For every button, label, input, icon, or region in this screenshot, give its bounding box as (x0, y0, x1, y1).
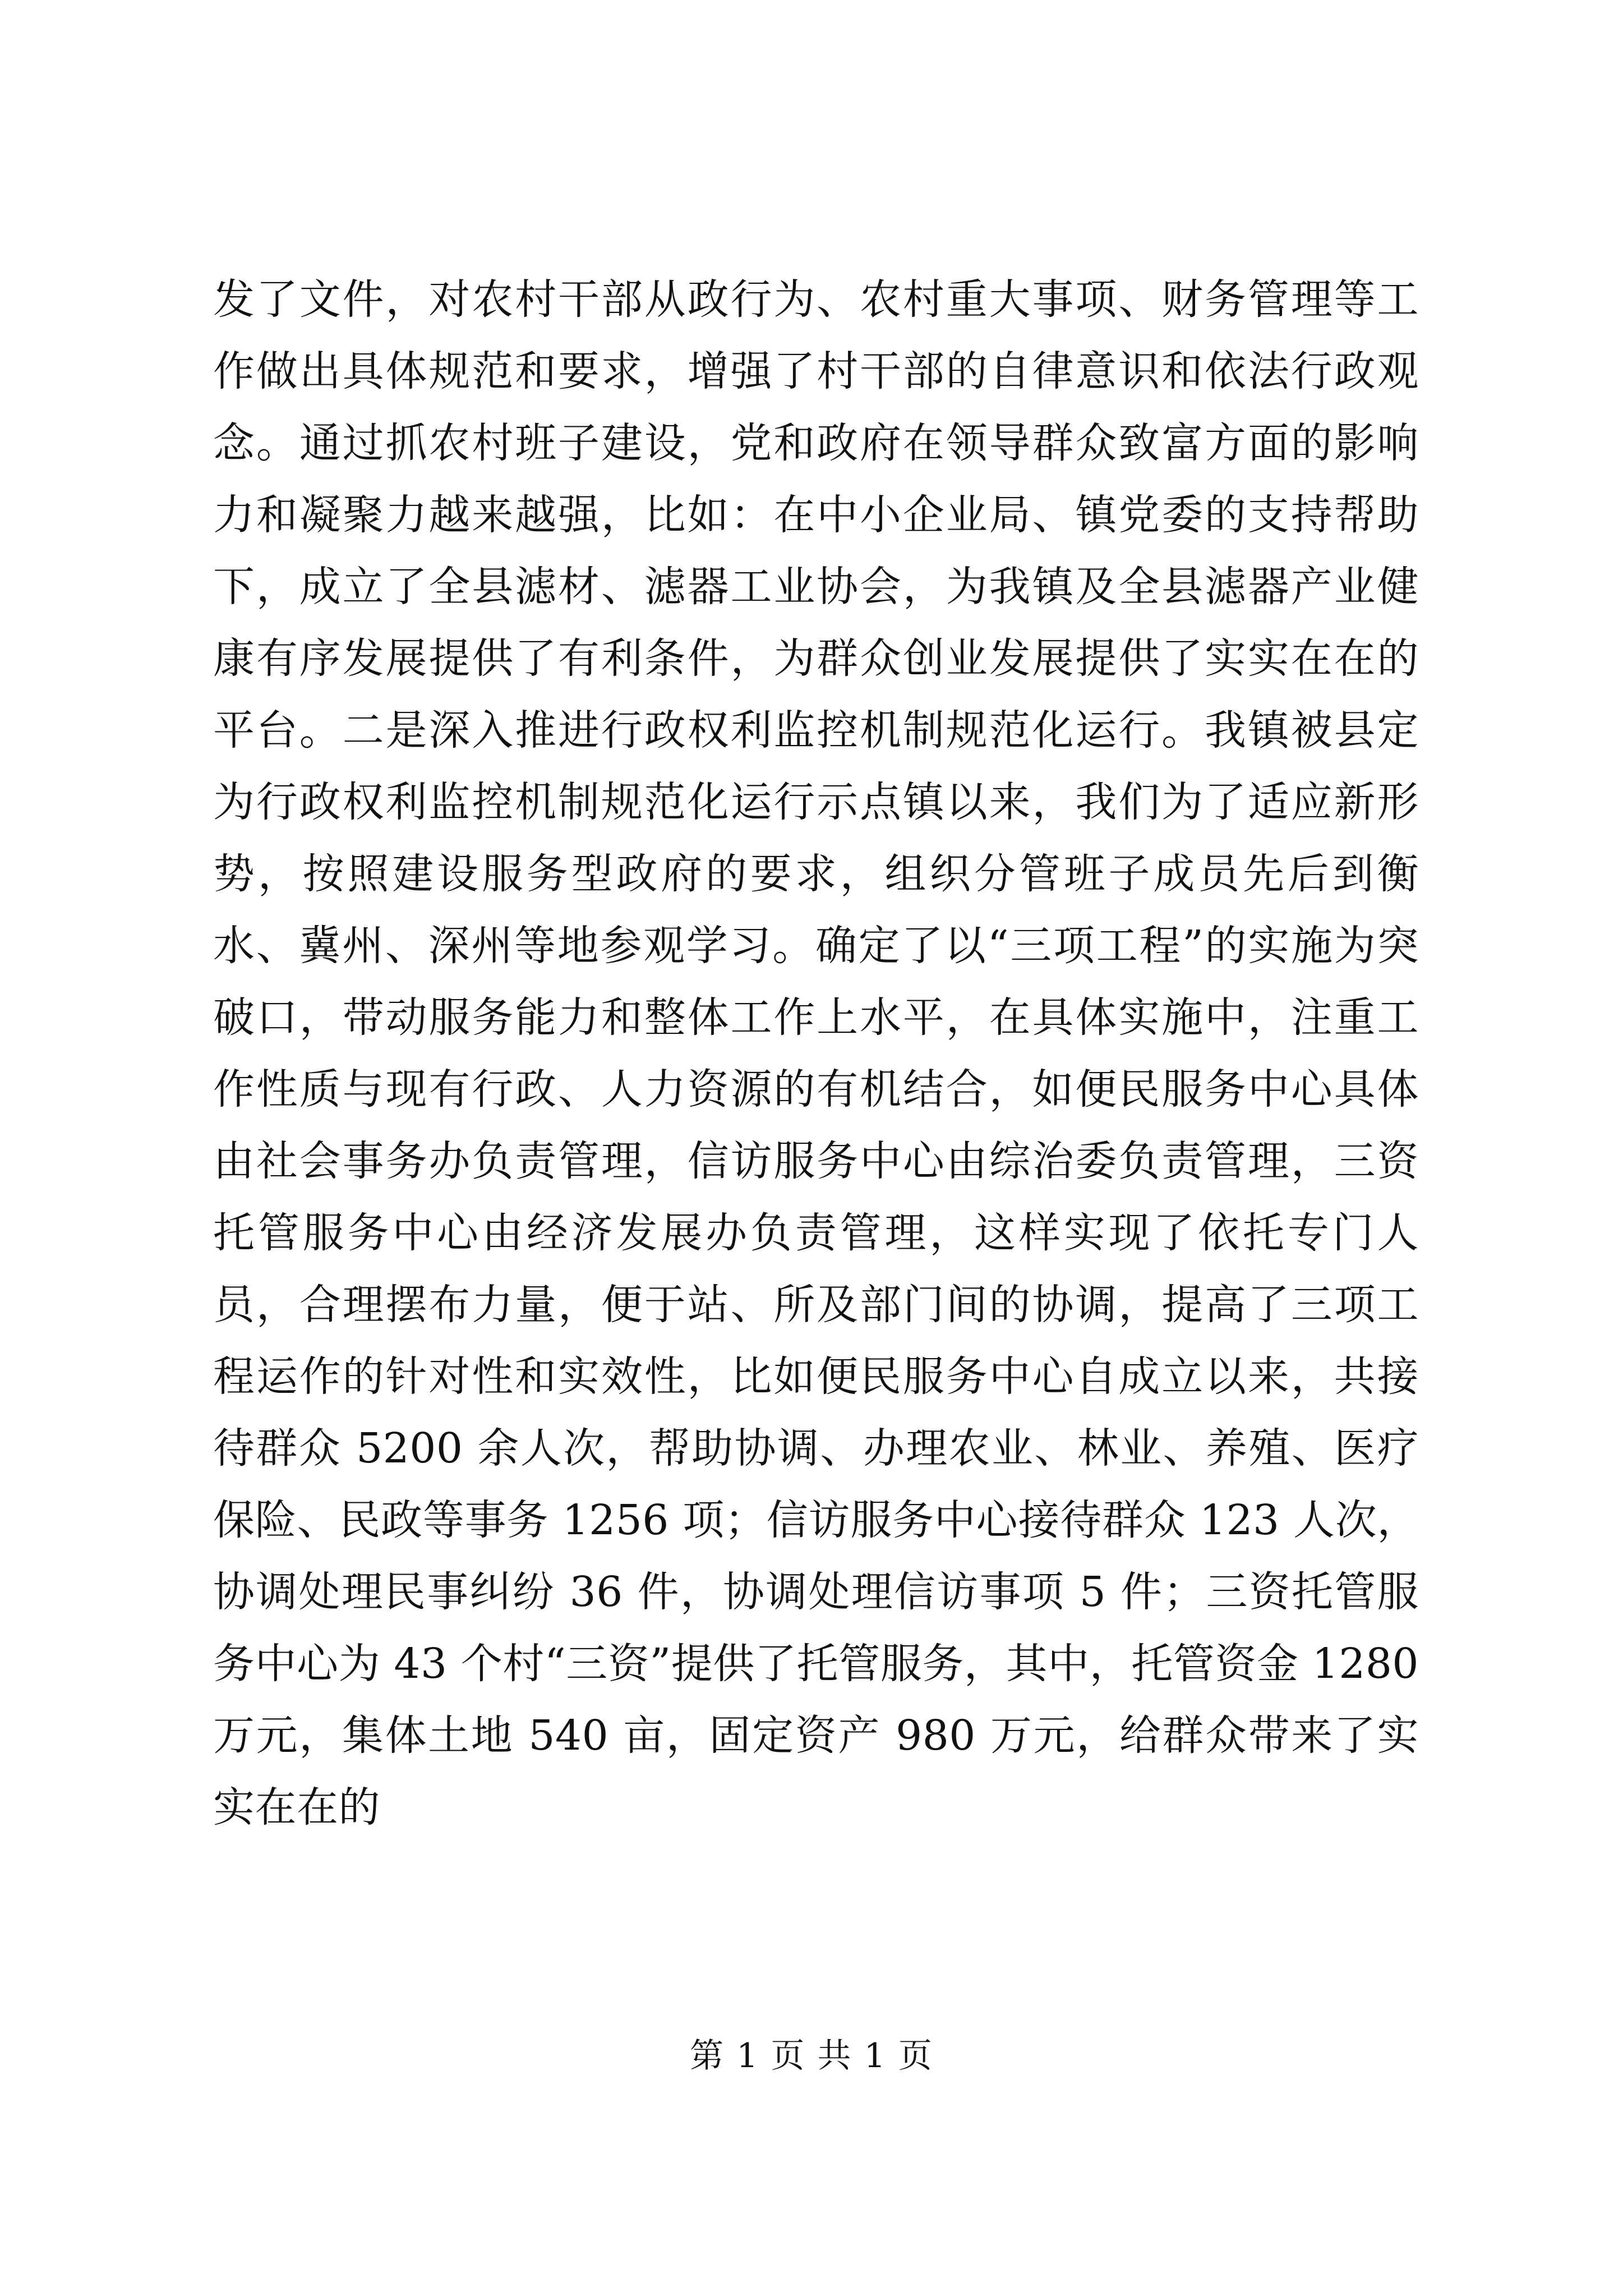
page-content (213, 264, 1433, 1843)
page-number-label: 第 1 页 共 1 页 (690, 2036, 933, 2076)
body-paragraph: 发了文件，对农村干部从政行为、农村重大事项、财务管理等工作做出具体规范和要求，增强了村干部的自律意识和依法行政观念。通过抓农村班子建设，党和政府在领导群众致富方面的影响力和凝聚力越来越强，比如：在中小企业局、镇党委的支持帮助下，成立了全县滤材、滤器工业协会，为我镇及全县滤器产业健康有序发展提供了有利条件，为群众创业发展提供了实实在在的平台。二是深入推进行政权利监控机制规范化运行。我镇被县定为行政权利监控机制规范化运行示点镇以来，我们为了适应新形势，按照建设服务型政府的要求，组织分管班子成员先后到衡水、冀州、深州等地参观学习。确定了以“三项工程”的实施为突破口，带动服务能力和整体工作上水平，在具体实施中，注重工作性质与现有行政、人力资源的有机结合，如便民服务中心具体由社会事务办负责管理，信访服务中心由综治委负责管理，三资托管服务中心由经济发展办负责管理，这样实现了依托专门人员，合理摆布力量，便于站、所及部门间的协调，提高了三项工程运作的针对性和实效性，比如便民服务中心自成立以来，共接待群众 5200 余人次，帮助协调、办理农业、林业、养殖、医疗保险、民政等事务 1256 项；信访服务中心接待群众 123 人次，协调处理民事纠纷 36 件，协调处理信访事项 5 件；三资托管服务中心为 43 个村“三资”提供了托管服务，其中，托管资金 1280 万元，集体土地 540 亩，固定资产 980 万元，给群众带来了实实在在的 (213, 275, 1433, 1832)
page-footer (0, 2036, 1623, 2076)
